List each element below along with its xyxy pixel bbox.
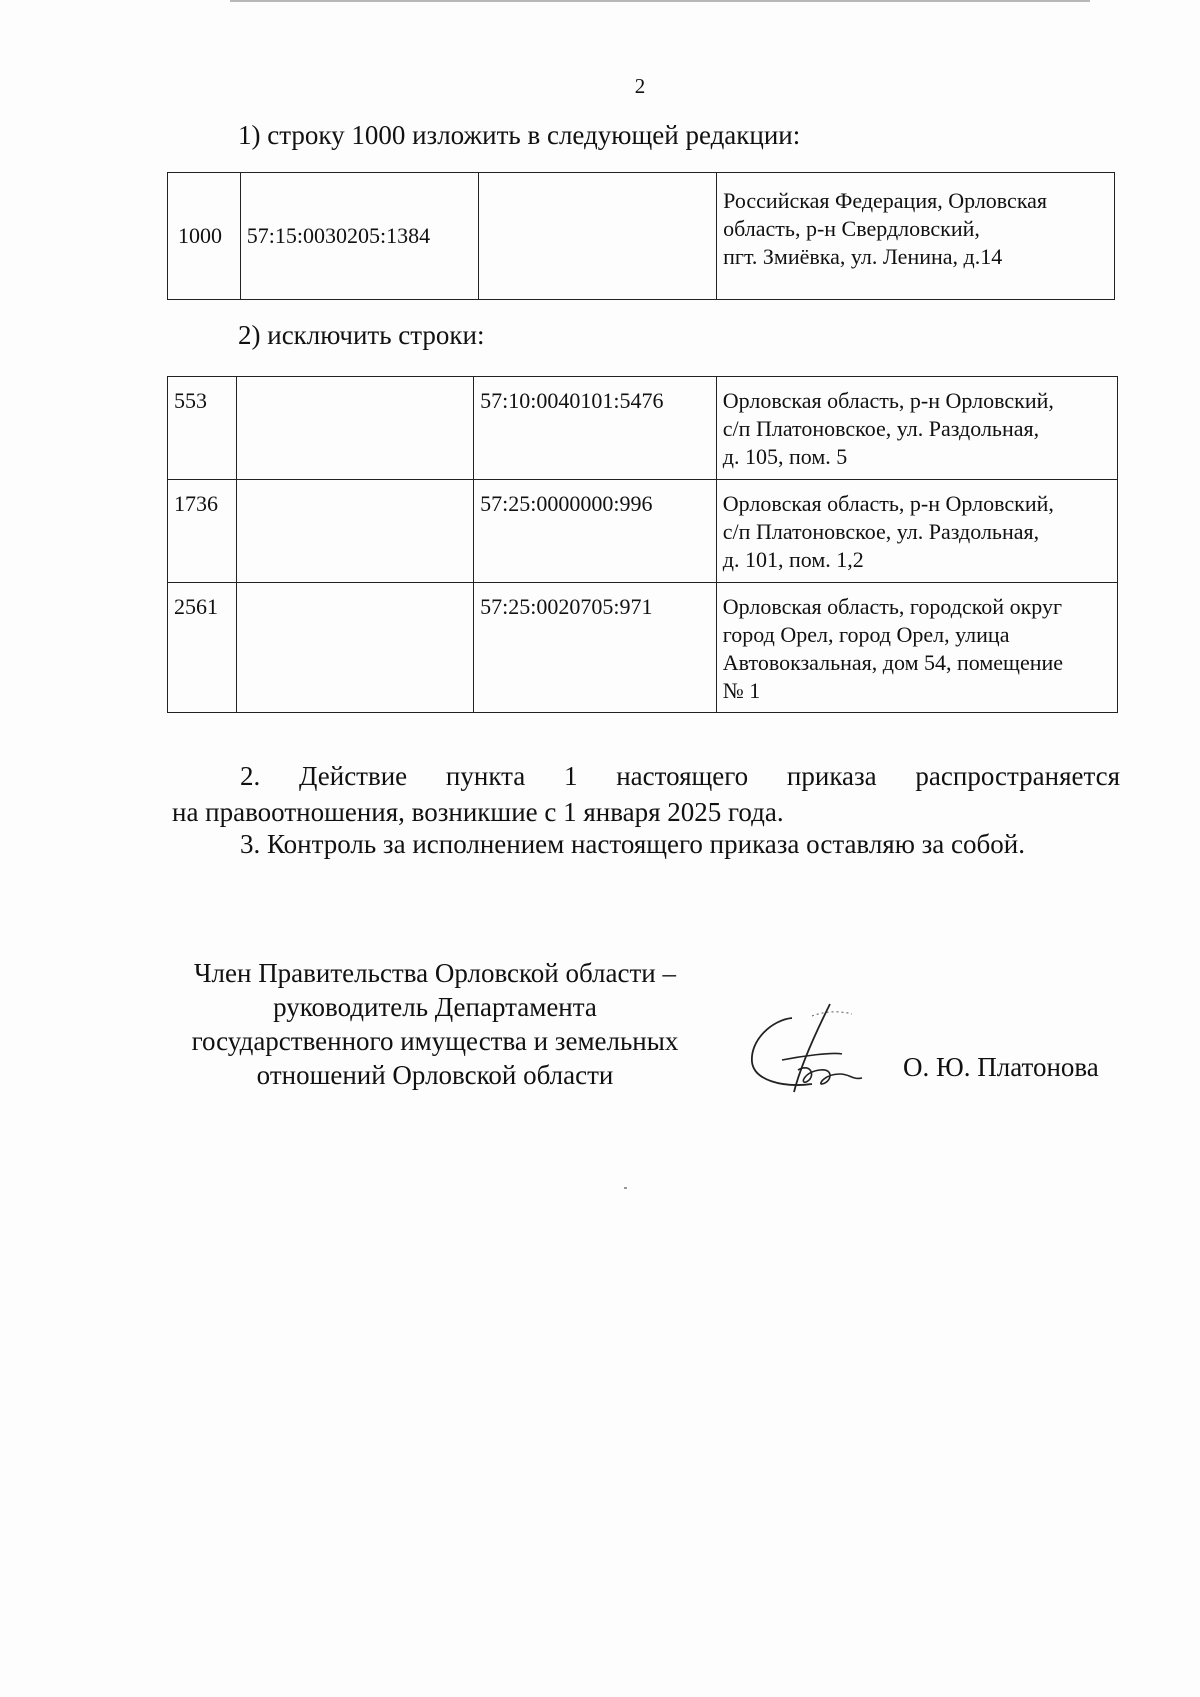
- signer-position-line: отношений Орловской области: [256, 1060, 614, 1090]
- scan-speck: [624, 1187, 627, 1189]
- address-line: Орловская область, р-н Орловский,: [722, 491, 1054, 516]
- address-cell: [716, 377, 1117, 480]
- address-line: Российская Федерация, Орловская: [723, 188, 1048, 213]
- row-number-cell: 2561: [168, 583, 237, 713]
- table-row: [168, 173, 1115, 300]
- signer-position-line: руководитель Департамента: [273, 992, 597, 1022]
- address-line: с/п Платоновское, ул. Раздольная,: [722, 519, 1040, 544]
- address-line: пгт. Змиёвка, ул. Ленина, д.14: [723, 244, 1003, 269]
- address-line: Орловская область, р-н Орловский,: [722, 388, 1054, 413]
- cadastral-number-cell-2: 57:25:0000000:996: [474, 480, 717, 583]
- address-line: № 1: [722, 678, 761, 703]
- address-line: д. 101, пом. 1,2: [722, 547, 864, 572]
- cadastral-number-cell: [236, 583, 473, 713]
- table-row: [168, 583, 1118, 713]
- paragraph-2-line-1: 2. Действие пункта 1 настоящего приказа распространяется: [240, 761, 1120, 791]
- handwritten-signature: [742, 1000, 872, 1100]
- row-number-cell: 553: [168, 377, 237, 480]
- cadastral-number-cell-2: [478, 173, 716, 300]
- excluded-rows-table: [167, 376, 1118, 713]
- row-number-cell: 1000: [168, 173, 241, 300]
- address-line: с/п Платоновское, ул. Раздольная,: [722, 416, 1040, 441]
- address-line: область, р-н Свердловский,: [723, 216, 980, 241]
- address-line: Автовокзальная, дом 54, помещение: [722, 650, 1064, 675]
- cadastral-number-cell: 57:15:0030205:1384: [240, 173, 478, 300]
- signer-position-line: Член Правительства Орловской области –: [193, 958, 676, 988]
- address-line: Орловская область, городской округ: [722, 594, 1063, 619]
- item1-heading: 1) строку 1000 изложить в следующей редакции:: [238, 120, 801, 150]
- address-line: город Орел, город Орел, улица: [722, 622, 1010, 647]
- cadastral-number-cell-2: 57:25:0020705:971: [474, 583, 717, 713]
- paragraph-3: 3. Контроль за исполнением настоящего приказа оставляю за собой.: [240, 829, 1025, 859]
- cadastral-number-cell-2: 57:10:0040101:5476: [474, 377, 717, 480]
- signer-position: [165, 956, 705, 1092]
- row-number-cell: 1736: [168, 480, 237, 583]
- signer-name: О. Ю. Платонова: [903, 1052, 1099, 1082]
- cadastral-number-cell: [236, 480, 473, 583]
- cadastral-number-cell: [236, 377, 473, 480]
- page-number: 2: [634, 74, 646, 98]
- table-row: [168, 377, 1118, 480]
- address-line: д. 105, пом. 5: [722, 444, 848, 469]
- replacement-row-table: [167, 172, 1115, 300]
- signer-position-line: государственного имущества и земельных: [191, 1026, 679, 1056]
- item2-heading: 2) исключить строки:: [238, 320, 485, 350]
- paragraph-2: [172, 758, 1120, 830]
- scan-top-edge: [230, 0, 1090, 8]
- table-row: [168, 480, 1118, 583]
- address-cell: [717, 173, 1115, 300]
- address-cell: [716, 480, 1117, 583]
- paragraph-2-line-2: на правоотношения, возникшие с 1 января 2025 года.: [172, 797, 784, 827]
- address-cell: [716, 583, 1117, 713]
